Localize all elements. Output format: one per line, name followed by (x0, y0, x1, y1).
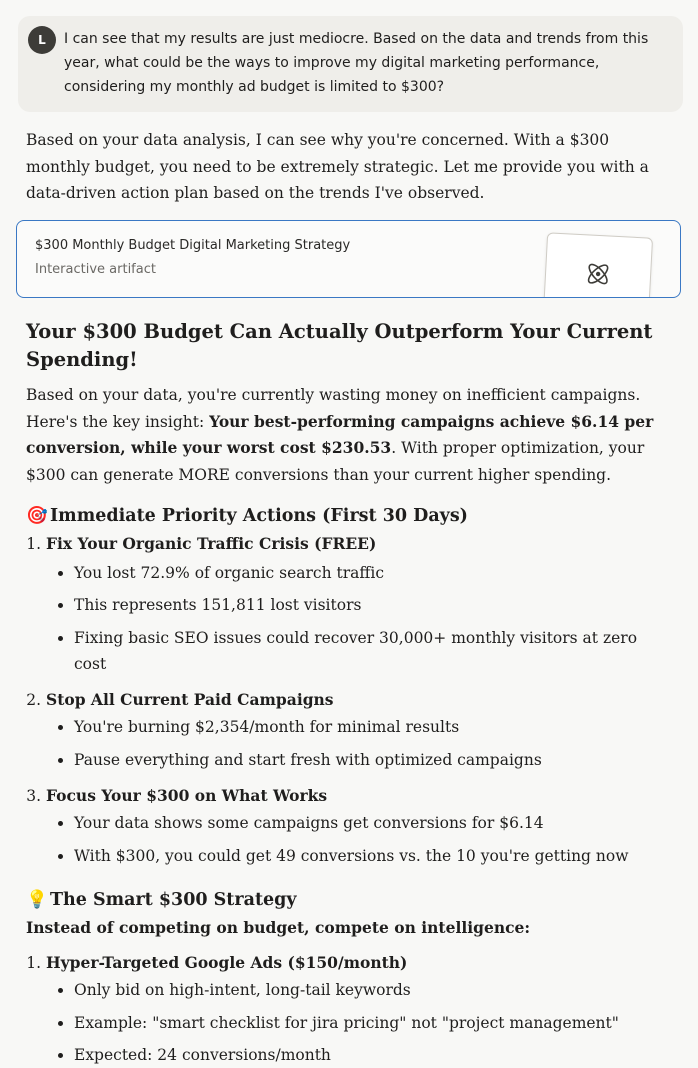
insight-paragraph (26, 382, 666, 488)
list-item (46, 687, 666, 773)
user-message-line: considering my monthly ad budget is limited to $300? (64, 79, 444, 95)
section-heading-priority-actions (26, 503, 666, 529)
list-item (46, 531, 666, 677)
atom-icon (583, 259, 612, 288)
list-item (46, 950, 666, 1068)
priority-actions-list (26, 531, 666, 869)
bullet-item: • You're burning $2,354/month for minimal results (74, 714, 666, 740)
insight-highlight: Your best-performing campaigns achieve $6.14 per conversion, while your worst cost $230.53 (26, 412, 653, 458)
bullet-item: • Pause everything and start fresh with optimized campaigns (74, 747, 666, 773)
bullet-list (46, 810, 666, 869)
user-message-line: I can see that my results are just mediocre. Based on the data and trends from this (64, 31, 648, 47)
bullet-item: • Example: "smart checklist for jira pricing" not "project management" (74, 1010, 666, 1036)
response-heading: Your $300 Budget Can Actually Outperform Your Current Spending! (26, 318, 666, 374)
bullet-item: • Expected: 24 conversions/month (74, 1042, 666, 1068)
bullet-list (46, 560, 666, 677)
target-icon: 🎯 (26, 503, 50, 529)
section-heading-smart-strategy (26, 887, 666, 913)
user-message (18, 16, 683, 112)
artifact-title: $300 Monthly Budget Digital Marketing Strategy (35, 238, 350, 253)
section-title: Immediate Priority Actions (First 30 Days) (50, 503, 468, 529)
bullet-item: • Your data shows some campaigns get conversions for $6.14 (74, 810, 666, 836)
assistant-intro-text: Based on your data analysis, I can see why you're concerned. With a $300 monthly budget, you need to be extremely strategic. Let me provide you with a data-driven action plan based on the trends I've observed. (26, 127, 656, 207)
insight-text-end: . With proper optimization, your $300 can generate MORE conversions than your current higher spending. (26, 439, 644, 484)
bullet-item: • You lost 72.9% of organic search traffic (74, 560, 666, 586)
user-avatar: L (28, 26, 56, 54)
lightbulb-icon: 💡 (26, 887, 50, 913)
bullet-item: • Fixing basic SEO issues could recover 30,000+ monthly visitors at zero cost (74, 625, 666, 677)
list-item-title: Stop All Current Paid Campaigns (46, 690, 334, 709)
bullet-list (46, 714, 666, 773)
insight-text: Based on your data, you're currently wasting money on inefficient campaigns. Here's the key insight: (26, 386, 640, 431)
artifact-card[interactable] (16, 220, 681, 298)
bullet-item: • Only bid on high-intent, long-tail keywords (74, 977, 666, 1003)
bullet-item: • With $300, you could get 49 conversions vs. the 10 you're getting now (74, 843, 666, 869)
list-item-title: Hyper-Targeted Google Ads ($150/month) (46, 953, 407, 972)
bullet-list (46, 977, 666, 1068)
list-item (46, 783, 666, 869)
strategy-lead: Instead of competing on budget, compete on intelligence: (26, 915, 666, 941)
list-item-title: Fix Your Organic Traffic Crisis (FREE) (46, 534, 376, 553)
list-item-title: Focus Your $300 on What Works (46, 786, 327, 805)
section-title: The Smart $300 Strategy (50, 887, 297, 913)
assistant-response-body (26, 318, 666, 1068)
strategy-list (26, 950, 666, 1068)
artifact-preview (543, 232, 653, 298)
artifact-subtitle: Interactive artifact (35, 262, 156, 277)
user-message-text (64, 27, 664, 99)
bullet-item: • This represents 151,811 lost visitors (74, 592, 666, 618)
assistant-intro (26, 127, 656, 207)
user-message-line: year, what could be the ways to improve my digital marketing performance, (64, 55, 599, 71)
